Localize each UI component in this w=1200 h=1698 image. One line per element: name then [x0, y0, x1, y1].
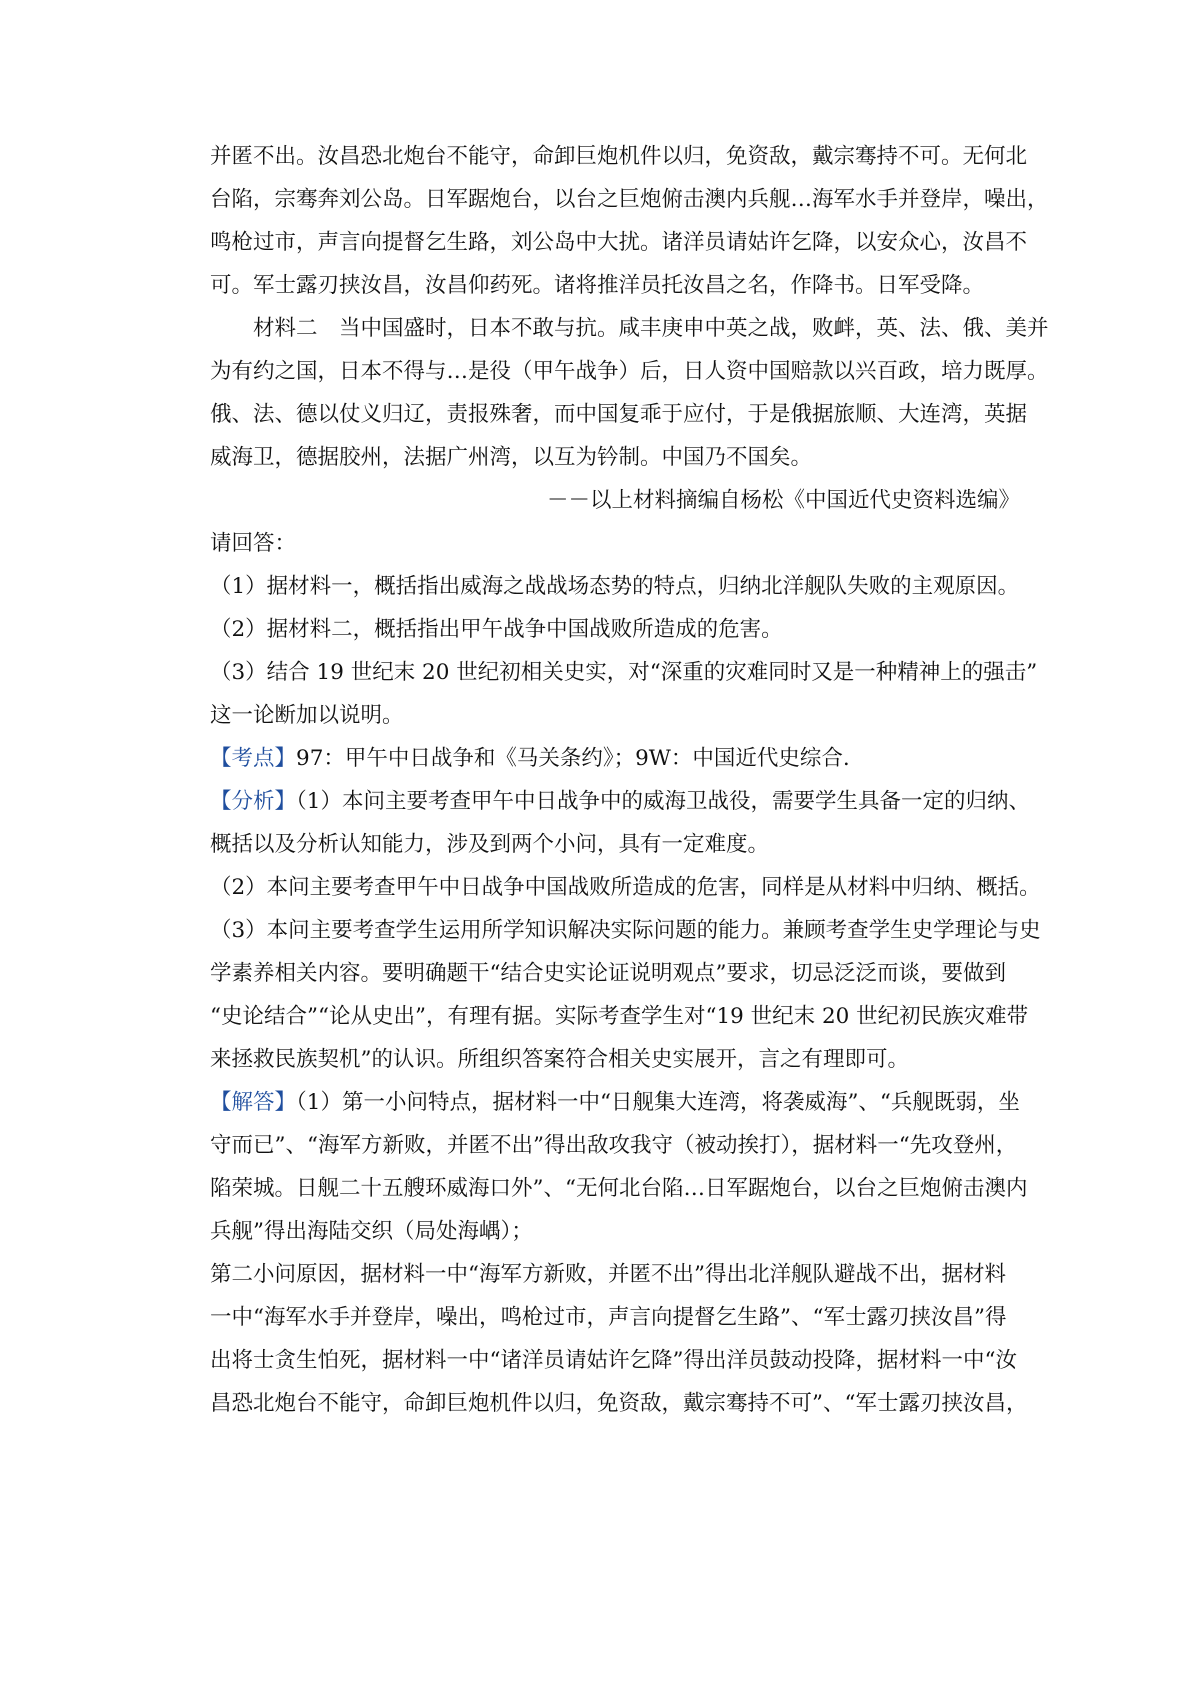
- question-3-line: （3）结合 19 世纪末 20 世纪初相关史实，对“深重的灾难同时又是一种精神上的强击”: [210, 660, 1038, 685]
- jieda-line: 守而已”、“海军方新败，并匿不出”得出敌攻我守（被动挨打），据材料一“先攻登州，: [210, 1133, 1018, 1158]
- jieda-line: 一中“海军水手并登岸，噪出，鸣枪过市，声言向提督乞生路”、“军士露刃挟汝昌”得: [210, 1305, 1007, 1330]
- fenxi-tag: 【分析】: [210, 789, 297, 814]
- kaodian-tag: 【考点】: [210, 746, 297, 771]
- jieda-line: 兵舰”得出海陆交织（局处海嵎）；: [210, 1219, 533, 1244]
- jieda-section: [210, 1088, 1020, 1118]
- kaodian-text: 97：甲午中日战争和《马关条约》；9W：中国近代史综合.: [296, 746, 850, 771]
- fenxi-line: （3）本问主要考查学生运用所学知识解决实际问题的能力。兼顾考查学生史学理论与史: [210, 918, 1041, 943]
- material2-line: 俄、法、德以仗义归辽，责报殊奢，而中国复乖于应付，于是俄据旅顺、大连湾，英据: [210, 402, 1028, 427]
- jieda-tag: 【解答】: [210, 1090, 297, 1115]
- question-1: （1）据材料一，概括指出威海之战战场态势的特点，归纳北洋舰队失败的主观原因。: [210, 574, 1020, 599]
- jieda-first-line: （1）第一小问特点，据材料一中“日舰集大连湾，将袭威海”、“兵舰既弱，坐: [296, 1090, 1020, 1115]
- fenxi-section: [210, 787, 1030, 817]
- material2-line: 材料二 当中国盛时，日本不敢与抗。咸丰庚申中英之战，败衅，英、法、俄、美并: [210, 316, 1049, 341]
- material2-line: 威海卫，德据胶州，法据广州湾，以互为钤制。中国乃不国矣。: [210, 445, 813, 470]
- material1-line: 台陷，宗骞奔刘公岛。日军踞炮台，以台之巨炮俯击澳内兵舰…海军水手并登岸，噪出，: [210, 187, 1049, 212]
- fenxi-line: 概括以及分析认知能力，涉及到两个小问，具有一定难度。: [210, 832, 770, 857]
- material1-line: 鸣枪过市，声言向提督乞生路，刘公岛中大扰。诸洋员请姑许乞降，以安众心，汝昌不: [210, 230, 1028, 255]
- fenxi-first-line: （1）本问主要考查甲午中日战争中的威海卫战役，需要学生具备一定的归纳、: [296, 789, 1030, 814]
- kaodian-section: [210, 744, 850, 774]
- fenxi-line: （2）本问主要考查甲午中日战争中国战败所造成的危害，同样是从材料中归纳、概括。: [210, 875, 1041, 900]
- material1-line: 并匿不出。汝昌恐北炮台不能守，命卸巨炮机件以归，免资敌，戴宗骞持不可。无何北: [210, 144, 1028, 169]
- fenxi-line: “史论结合”“论从史出”，有理有据。实际考查学生对“19 世纪末 20 世纪初民族灾难带: [210, 1004, 1029, 1029]
- jieda-line: 出将士贪生怕死，据材料一中“诸洋员请姑许乞降”得出洋员鼓动投降，据材料一中“汝: [210, 1348, 1017, 1373]
- fenxi-line: 学素养相关内容。要明确题干“结合史实论证说明观点”要求，切忌泛泛而谈，要做到: [210, 961, 1006, 986]
- material1-line: 可。军士露刃挟汝昌，汝昌仰药死。诸将推洋员托汝昌之名，作降书。日军受降。: [210, 273, 985, 298]
- jieda-line: 昌恐北炮台不能守，命卸巨炮机件以归，免资敌，戴宗骞持不可”、“军士露刃挟汝昌，: [210, 1391, 1028, 1416]
- material2-line: 为有约之国，日本不得与…是役（甲午战争）后，日人资中国赔款以兴百政，培力既厚。: [210, 359, 1049, 384]
- question-3-line: 这一论断加以说明。: [210, 703, 404, 728]
- jieda-line: 陷荣城。日舰二十五艘环威海口外”、“无何北台陷…日军踞炮台，以台之巨炮俯击澳内: [210, 1176, 1028, 1201]
- question-2: （2）据材料二，概括指出甲午战争中国战败所造成的危害。: [210, 617, 783, 642]
- fenxi-line: 来拯救民族契机”的认识。所组织答案符合相关史实展开，言之有理即可。: [210, 1047, 909, 1072]
- question-prompt: 请回答：: [210, 531, 297, 556]
- jieda-line: 第二小问原因，据材料一中“海军方新败，并匿不出”得出北洋舰队避战不出，据材料: [210, 1262, 1006, 1287]
- source-citation: －－以上材料摘编自杨松《中国近代史资料选编》: [546, 488, 1020, 513]
